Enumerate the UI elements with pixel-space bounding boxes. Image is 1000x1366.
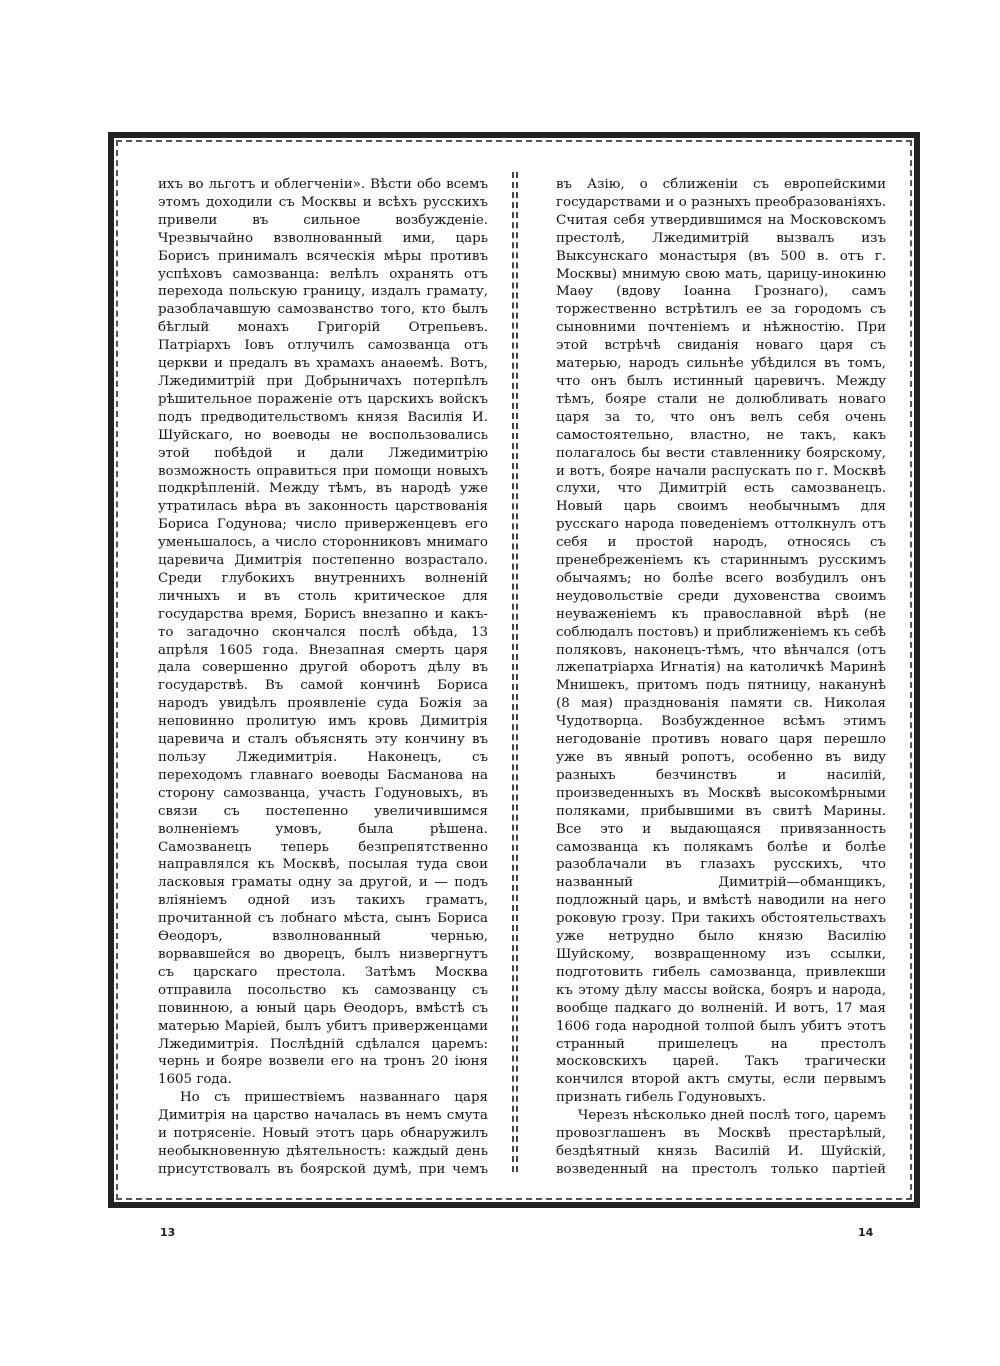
left-paragraph-1: ихъ во льготъ и облегченiи». Вѣсти обо всемъ этомъ доходили съ Москвы и всѣхъ русскихъ привели въ сильное возбужденiе. Чрезвычайно взволнованный ими, царь Борисъ принималъ всяческiя мѣры противъ успѣховъ самозванца: велѣлъ охранять отъ перехода польскую границу, издалъ грамату, разоблачавшую самозванство того, кто былъ бѣглый монахъ Григорiй Отрепьевъ. Патрiархъ Iовъ отлучилъ самозванца отъ церкви и предалъ въ храмахъ анаѳемѣ. Вотъ, Лжедимитрiй при Добрыничахъ потерпѣлъ рѣшительное пораженiе отъ царскихъ войскъ подъ предводительствомъ князя Василiя И. Шуйскаго, но воеводы не воспользовались этой побѣдой и дали Лжедимитрiю возможность оправиться при помощи новыхъ подкрѣпленiй. Между тѣмъ, въ народѣ уже утратилась вѣра въ законность царствованiя Бориса Годунова; число приверженцевъ его уменьшалось, а число сторонниковъ мнимаго царевича Димитрiя постепенно возрастало. Среди глубокихъ внутреннихъ волненiй личныхъ и въ столь критическое для государства время, Борисъ внезапно и какъ-то загадочно скончался послѣ обѣда, 13 апрѣля 1605 года. Внезапная смерть царя дала совершенно другой оборотъ дѣлу въ государствѣ. Въ самой кончинѣ Бориса народъ увидѣлъ проявленiе суда Божiя за неповинно пролитую имъ кровь Димитрiя царевича и сталъ объяснять эту кончину въ пользу Лжедимитрiя. Наконецъ, съ переходомъ главнаго воеводы Басманова на сторону самозванца, участь Годуновыхъ, въ связи съ постепенно увеличившимся волненiемъ умовъ, была рѣшена. Самозванецъ теперь безпрепятственно направлялся къ Москвѣ, посылая туда свои ласковыя граматы одну за другой, и — подъ влiянiемъ одной изъ такихъ граматъ, прочитанной съ лобнаго мѣста, сынъ Бориса Ѳеодоръ, взволнованный чернью, ворвавшейся во дворецъ, былъ низвергнутъ съ царскаго престола. Затѣмъ Москва отправила посольство къ самозванцу съ повинною, а юный царь Ѳеодоръ, вмѣстѣ съ матерью Марiей, былъ убитъ приверженцами Лжедимитрiя. Послѣднiй сдѣлался царемъ: чернь и бояре возвели его на тронъ 20 iюня 1605 года. [158, 177, 488, 1088]
right-paragraph-2: Черезъ нѣсколько дней послѣ того, царемъ провозглашенъ въ Москвѣ престарѣлый, бездѣятный князь Василiй И. Шуйскiй, возведенный на престолъ только партiей [556, 1108, 886, 1176]
left-column [158, 176, 488, 1176]
page-number-right: 14 [858, 1226, 874, 1239]
page-number-left: 13 [160, 1226, 176, 1239]
column-divider [512, 172, 518, 1172]
right-column [556, 176, 886, 1176]
right-paragraph-1: въ Азiю, о сближенiи съ европейскими государствами и о разныхъ преобразованiяхъ. Считая себя утвердившимся на Московскомъ престолѣ, Лжедимитрiй вызвалъ изъ Выксунскаго монастыря (въ 500 в. отъ г. Москвы) мнимую свою мать, царицу-инокиню Маѳу (вдову Iоанна Грознаго), самъ торжественно встрѣтилъ ее за городомъ съ сыновними почтенiемъ и нѣжностiю. При этой встрѣчѣ свиданiя новаго царя съ матерью, народъ сильнѣе убѣдился въ томъ, что онъ былъ истинный царевичъ. Между тѣмъ, бояре стали не долюбливать новаго царя за то, что онъ велъ себя очень самостоятельно, властно, не такъ, какъ полагалось бы вести ставленнику боярскому, и вотъ, бояре начали распускать по г. Москвѣ слухи, что Димитрiй есть самозванецъ. Новый царь своимъ необычнымъ для русскаго народа поведенiемъ оттолкнулъ отъ себя и простой народъ, относясь съ пренебреженiемъ къ стариннымъ русскимъ обычаямъ; но болѣе всего возбудилъ онъ неудовольствiе среди духовенства своимъ неуваженiемъ къ православной вѣрѣ (не соблюдалъ постовъ) и приближенiемъ къ себѣ поляковъ, наконецъ-тѣмъ, что вѣнчался (отъ лжепатрiарха Игнатiя) на католичкѣ Маринѣ Мнишекъ, притомъ подъ пятницу, наканунѣ (8 мая) празднованiя памяти св. Николая Чудотворца. Возбужденное всѣмъ этимъ негодованiе противъ новаго царя перешло уже въ явный ропотъ, особенно въ виду разныхъ безчинствъ и насилiй, произведенныхъ въ Москвѣ высокомѣрными поляками, прибывшими въ свитѣ Марины. Все это и выдающаяся привязанность самозванца къ полякамъ болѣе и болѣе разоблачали въ глазахъ русскихъ, что названный Димитрiй—обманщикъ, подложный царь, и вмѣстѣ наводили на него роковую грозу. При такихъ обстоятельствахъ уже нетрудно было князю Василiю Шуйскому, возвращенному изъ ссылки, подготовить гибель самозванца, привлекши къ этому дѣлу массы войска, бояръ и народа, вообще падкаго до волненiй. И вотъ, 17 мая 1606 года народной толпой былъ убитъ этотъ странный пришелецъ на престолъ московскихъ царей. Такъ трагически кончился второй актъ смуты, если первымъ признать гибель Годуновыхъ. [556, 177, 886, 1106]
left-paragraph-2: Но съ пришествiемъ названнаго царя Димитрiя на царство началась въ немъ смута и потрясенiе. Новый этотъ царь обнаружилъ необыкновенную дѣятельность: каждый день присутствовалъ въ боярской думѣ, при чемъ [158, 1090, 488, 1176]
